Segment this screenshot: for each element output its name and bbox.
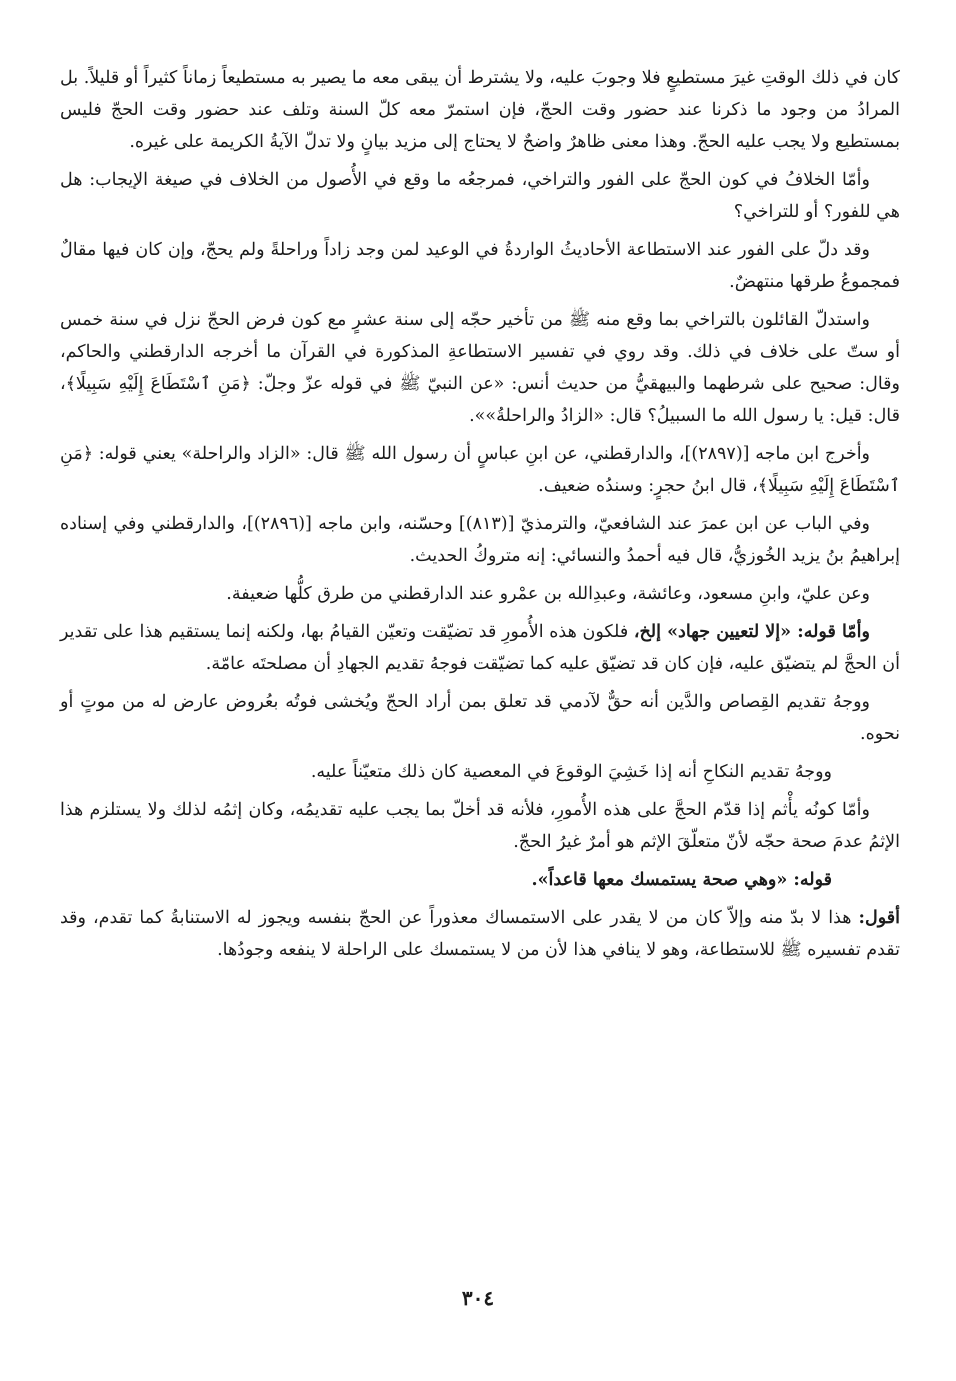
paragraph-4-text: واستدلّ القائلون بالتراخي بما وقع منه ﷺ من تأخير حجّه إلى سنة عشرٍ مع كون فرض الحجّ نزل في سنة خمس أو ستّ على خلاف في ذلك. وقد روي في تفسير الاستطاعةِ المذكورة في القرآن ما أخرجه الدارقطني والحاكم، وقال: صحيح على شرطهما والبيهقيُّ من حديث أنس: «عن النبيّ ﷺ في قوله عزّ وجلّ: ﴿مَنِ ٱسْتَطَاعَ إِلَيْهِ سَبِيلًا﴾، قال: قيل: يا رسول الله ما السبيلُ؟ قال: «الزادُ والراحلةُ»». bbox=[60, 310, 900, 426]
paragraph-3 bbox=[60, 234, 900, 298]
page-body bbox=[60, 62, 900, 972]
paragraph-12-lead: قوله: «وهي صحة يستمسك معها قاعداً». bbox=[531, 870, 832, 890]
paragraph-13-text: هذا لا بدّ منه وإلاّ كان من لا يقدر على الاستمساك معذوراً عن الحجّ بنفسه ويجوز له الاستنابةُ كما تقدم، وقد تقدم تفسيره ﷺ للاستطاعة، وهو لا ينافي هذا لأن من لا يستمسك على الراحلة لا ينفعه وجودُها. bbox=[60, 908, 900, 960]
paragraph-6-text: وفي الباب عن ابن عمرَ عند الشافعيّ، والترمذيّ [(٨١٣)] وحسّنه، وابن ماجه [(٢٨٩٦)]، والدارقطني وفي إسناده إبراهيمُ بنُ يزيد الخُوزيُّ، قال فيه أحمدُ والنسائي: إنه متروكُ الحديث. bbox=[60, 514, 900, 566]
paragraph-8-text: فلكون هذه الأُمورِ قد تضيّقت وتعيّن القيامُ بها، ولكنه إنما يستقيم هذا على تقدير أن الحجَّ لم يتضيّق عليه، فإن كان قد تضيّق عليه كما تضيّقت فوجهُ تقديم الجهادِ أن مصلحتَه عامّة. bbox=[60, 622, 900, 674]
paragraph-5-text: وأخرج ابن ماجه [(٢٨٩٧)]، والدارقطني، عن ابنِ عباسٍ أن رسول الله ﷺ قال: «الزاد والراحلة» يعني قوله: ﴿مَنِ ٱسْتَطَاعَ إِلَيْهِ سَبِيلًا﴾، قال ابنُ حجرٍ: وسندُه ضعيف. bbox=[60, 444, 900, 496]
paragraph-2-text: وأمّا الخلافُ في كون الحجّ على الفور والتراخي، فمرجعُه ما وقع في الأُصول من الخلاف في صيغة الإيجاب: هل هي للفور؟ أو للتراخي؟ bbox=[60, 170, 900, 222]
paragraph-9 bbox=[60, 686, 900, 750]
page-number: ٣٠٤ bbox=[461, 1286, 495, 1310]
paragraph-3-text: وقد دلّ على الفور عند الاستطاعة الأحاديثُ الواردةُ في الوعيد لمن وجد زاداً وراحلةً ولم يحجّ، وإن كان فيها مقالٌ فمجموعُ طرقها منتهضٌ. bbox=[60, 240, 900, 292]
paragraph-4 bbox=[60, 304, 900, 432]
paragraph-7 bbox=[60, 578, 900, 610]
paragraph-1 bbox=[60, 62, 900, 158]
paragraph-8 bbox=[60, 616, 900, 680]
paragraph-5 bbox=[60, 438, 900, 502]
paragraph-7-text: وعن عليّ، وابنِ مسعود، وعائشة، وعبدِالله بن عمْرو عند الدارقطني من طرق كلُّها ضعيفة. bbox=[226, 584, 870, 604]
paragraph-1-text: كان في ذلك الوقتِ غيرَ مستطيعٍ فلا وجوبَ عليه، ولا يشترط أن يبقى معه ما يصير به مستطيعاً زماناً كثيراً أو قليلاً. بل المرادُ من وجود ما ذكرنا عند حضور وقت الحجّ، فإن استمرّ معه كلّ السنة وتلف عند حضور وقت الحجّ فليس بمستطيع ولا يجب عليه الحجّ. وهذا معنى ظاهرٌ واضحٌ لا يحتاج إلى مزيد بيانٍ ولا تدلّ الآيةُ الكريمة على غيره. bbox=[60, 68, 900, 152]
paragraph-11 bbox=[60, 794, 900, 858]
paragraph-9-text: ووجهُ تقديم القِصاص والدَّين أنه حقٌّ لآدمي قد تعلق بمن أراد الحجّ ويُخشى فوتُه بعُروض عارض له من موتٍ أو نحوه. bbox=[60, 692, 900, 744]
paragraph-12 bbox=[60, 864, 900, 896]
paragraph-10-text: ووجهُ تقديم النكاحِ أنه إذا خَشِيَ الوقوعَ في المعصية كان ذلك متعيّناً عليه. bbox=[310, 762, 832, 782]
paragraph-13 bbox=[60, 902, 900, 966]
paragraph-13-lead: أقول: bbox=[858, 908, 900, 928]
paragraph-11-text: وأمّا كونُه يأْثم إذا قدّم الحجَّ على هذه الأُمورِ، فلأنه قد أخلّ بما يجب عليه تقديمُه، وكان إثمُه لذلك ولا يستلزم هذا الإثمُ عدمَ صحة حجّه لأنّ متعلّقَ الإثم هو أمرٌ غيرُ الحجّ. bbox=[60, 800, 900, 852]
paragraph-10 bbox=[60, 756, 900, 788]
paragraph-8-lead: وأمّا قوله: «إلا لتعيين جهاد» إلخ، bbox=[633, 622, 870, 642]
paragraph-2 bbox=[60, 164, 900, 228]
paragraph-6 bbox=[60, 508, 900, 572]
